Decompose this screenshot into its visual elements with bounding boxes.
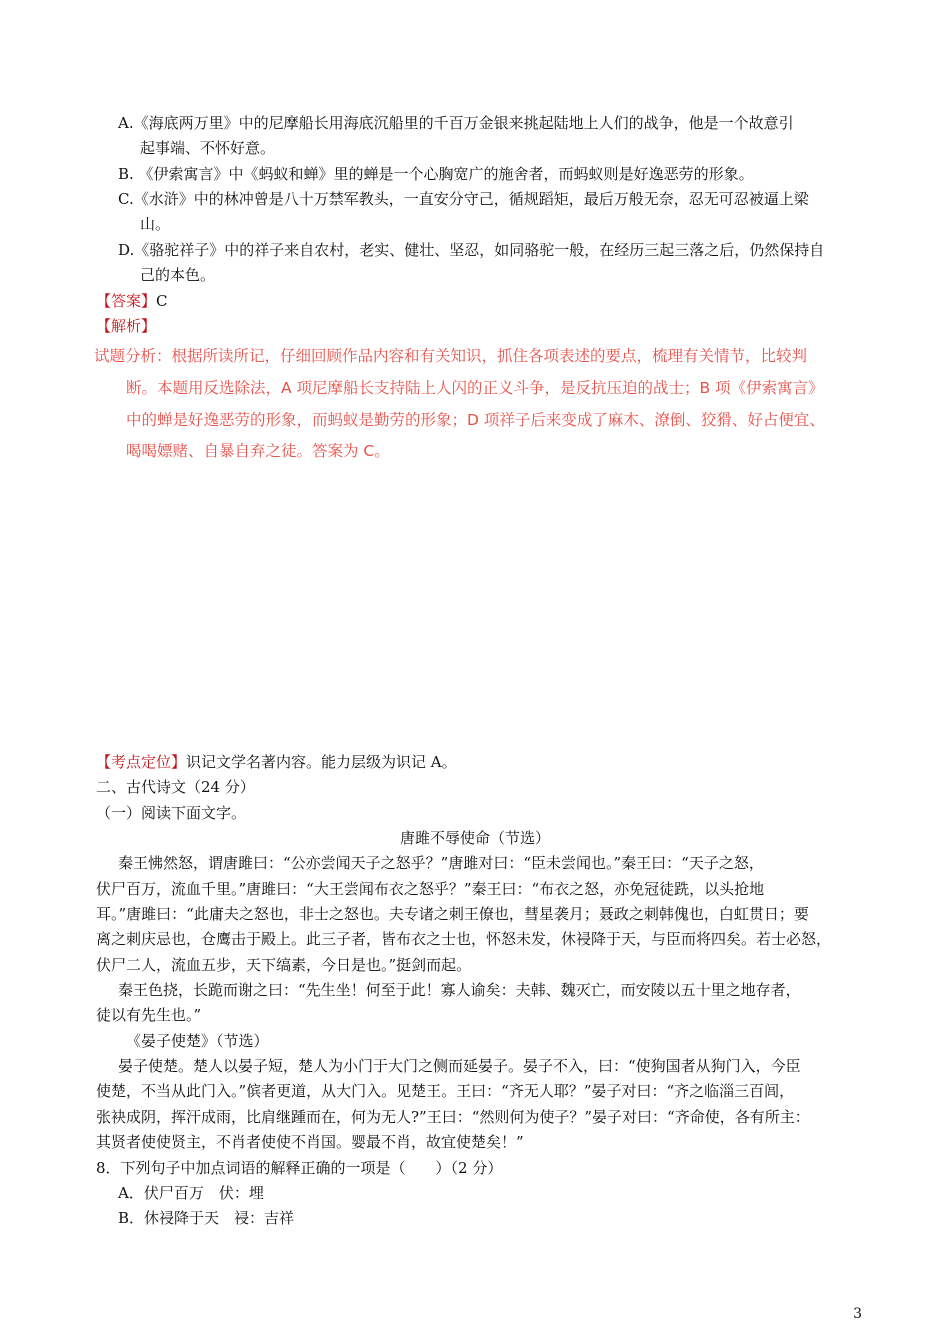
passage1-line-2: 伏尸百万，流血千里。”唐雎曰：“大王尝闻布衣之怒乎？”秦王曰：“布衣之怒，亦免冠徒跣，以头抢地 <box>96 880 765 898</box>
analysis-line-4: 喝喝嫖赌、自暴自弃之徒。答案为 C。 <box>126 442 390 460</box>
option-c-line-2: 山。 <box>140 215 171 233</box>
option-d-line-1: D.《骆驼祥子》中的祥子来自农村，老实、健壮、坚忍，如同骆驼一般，在经历三起三落之后，仍然保持自 <box>118 241 825 259</box>
option-d-line-2: 己的本色。 <box>140 266 216 284</box>
question-option-a: A．伏尸百万 伏：埋 <box>118 1184 264 1202</box>
section-subheading: （一）阅读下面文字。 <box>96 804 247 822</box>
passage-title-2: 《晏子使楚》（节选） <box>126 1032 269 1050</box>
answer-value: C <box>156 292 168 310</box>
option-a-line-1: A.《海底两万里》中的尼摩船长用海底沉船里的千百万金银来挑起陆地上人们的战争，他是一个故意引 <box>118 114 794 132</box>
analysis-label: 【解析】 <box>96 317 157 335</box>
page-number: 3 <box>853 1306 862 1322</box>
option-b-line-1: B. 《伊索寓言》中《蚂蚁和蝉》里的蝉是一个心胸宽广的施舍者，而蚂蚁则是好逸恶劳的形象。 <box>118 165 754 183</box>
answer-label: 【答案】 <box>96 292 157 310</box>
option-c-line-1: C.《水浒》中的林冲曾是八十万禁军教头，一直安分守己，循规蹈矩，最后万般无奈，忍无可忍被逼上梁 <box>118 190 809 208</box>
analysis-line-1: 试题分析：根据所读所记，仔细回顾作品内容和有关知识，抓住各项表述的要点，梳理有关情节，比较判 <box>94 347 808 365</box>
passage1-line-1: 秦王怫然怒，谓唐雎曰：“公亦尝闻天子之怒乎？”唐雎对曰：“臣未尝闻也。”秦王曰：“天子之怒， <box>118 854 764 872</box>
kaodian-text: 识记文学名著内容。能力层级为识记 A。 <box>186 753 457 771</box>
kaodian-label: 【考点定位】 <box>96 753 187 771</box>
passage3-line-4: 其贤者使使贤主，不肖者使使不肖国。婴最不肖，故宜使楚矣！” <box>96 1133 524 1151</box>
passage3-line-1: 晏子使楚。楚人以晏子短，楚人为小门于大门之侧而延晏子。晏子不入，曰：“使狗国者从狗门入，今臣 <box>118 1057 801 1075</box>
question-stem: 8．下列句子中加点词语的解释正确的一项是（ ）（2 分） <box>96 1159 503 1177</box>
passage-title-1: 唐雎不辱使命（节选） <box>399 829 550 847</box>
passage2-line-2: 徒以有先生也。” <box>96 1006 202 1024</box>
analysis-line-2: 断。本题用反选除法，A 项尼摩船长支持陆上人闪的正义斗争，是反抗压迫的战士；B 项《伊索寓言》 <box>126 379 824 397</box>
option-a-line-2: 起事端、不怀好意。 <box>140 139 276 157</box>
passage1-line-3: 耳。”唐雎曰：“此庸夫之怒也，非士之怒也。夫专诸之刺王僚也，彗星袭月；聂政之刺韩傀也，白虹贯日；要 <box>96 905 809 923</box>
passage1-line-4: 离之刺庆忌也，仓鹰击于殿上。此三子者，皆布衣之士也，怀怒未发，休祲降于天，与臣而将四矣。若士必怒， <box>96 930 832 948</box>
question-option-b: B．休祲降于天 祲：吉祥 <box>118 1209 295 1227</box>
passage2-line-1: 秦王色挠，长跪而谢之曰：“先生坐！何至于此！寡人谕矣：夫韩、魏灭亡，而安陵以五十里之地存者， <box>118 981 801 999</box>
passage3-line-2: 使楚，不当从此门入。”傧者更道，从大门入。见楚王。王曰：“齐无人耶？”晏子对曰：“齐之临淄三百闾， <box>96 1082 795 1100</box>
section-heading: 二、古代诗文（24 分） <box>96 778 255 796</box>
passage1-line-5: 伏尸二人，流血五步，天下缟素，今日是也。”挺剑而起。 <box>96 956 472 974</box>
analysis-line-3: 中的蝉是好逸恶劳的形象，而蚂蚁是勤劳的形象；D 项祥子后来变成了麻木、潦倒、狡猾、好占便宜、 <box>126 411 825 429</box>
passage3-line-3: 张袂成阴，挥汗成雨，比肩继踵而在，何为无人?”王曰：“然则何为使子？”晏子对曰：“齐命使，各有所主： <box>96 1108 810 1126</box>
answer-row <box>96 291 168 311</box>
kaodian-row <box>96 752 457 772</box>
